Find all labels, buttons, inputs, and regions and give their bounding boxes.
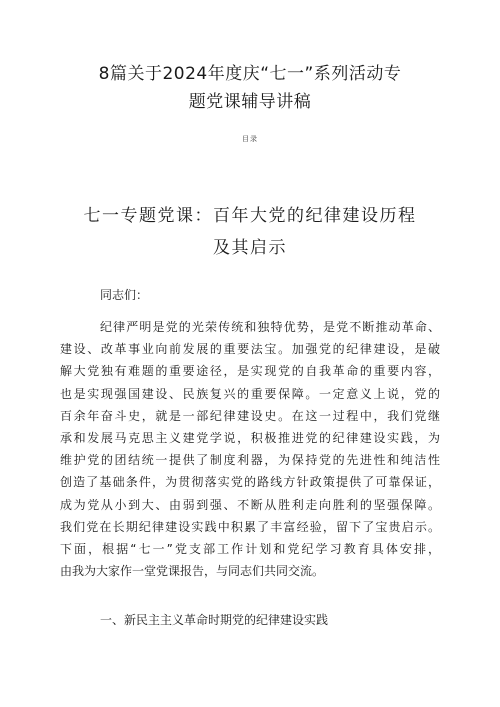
paragraph-line: 我们党在长期纪律建设实践中积累了丰富经验，留下了宝贵启示。	[60, 519, 440, 534]
paragraph-line: 百余年奋斗史，就是一部纪律建设史。在这一过程中，我们党继	[60, 408, 440, 423]
document-title	[60, 60, 440, 116]
paragraph-line: 解大党独有难题的重要途径，是实现党的自我革命的重要内容，	[60, 364, 440, 379]
paragraph-line: 也是实现强国建设、民族复兴的重要保障。一定意义上说，党的	[60, 386, 440, 401]
document-title-line-1: 8篇关于2024年度庆“七一”系列活动专	[98, 64, 402, 84]
paragraph-line: 下面，根据“七一”党支部工作计划和党纪学习教育具体安排，	[60, 542, 440, 557]
section-title-line-2: 及其启示	[213, 238, 287, 258]
body-paragraph	[60, 316, 440, 582]
table-of-contents-label: 目录	[242, 135, 258, 143]
paragraph-line: 建设、改革事业向前发展的重要法宝。加强党的纪律建设，是破	[60, 342, 440, 357]
section-title-line-1: 七一专题党课：百年大党的纪律建设历程	[83, 206, 417, 226]
section-title	[70, 200, 430, 264]
paragraph-line: 创造了基础条件，为贯彻落实党的路线方针政策提供了可靠保证，	[60, 475, 440, 490]
document-title-line-2: 题党课辅导讲稿	[188, 92, 312, 112]
paragraph-line: 承和发展马克思主义建党学说，积极推进党的纪律建设实践，为	[60, 431, 440, 446]
paragraph-line: 由我为大家作一堂党课报告，与同志们共同交流。	[60, 564, 325, 579]
paragraph-line: 纪律严明是党的光荣传统和独特优势，是党不断推动革命、	[100, 320, 440, 334]
section-subheading: 一、新民主主义革命时期党的纪律建设实践	[100, 613, 329, 627]
salutation: 同志们：	[100, 288, 149, 302]
paragraph-line: 成为党从小到大、由弱到强、不断从胜利走向胜利的坚强保障。	[60, 497, 440, 512]
paragraph-line: 维护党的团结统一提供了制度利器，为保持党的先进性和纯洁性	[60, 453, 440, 468]
